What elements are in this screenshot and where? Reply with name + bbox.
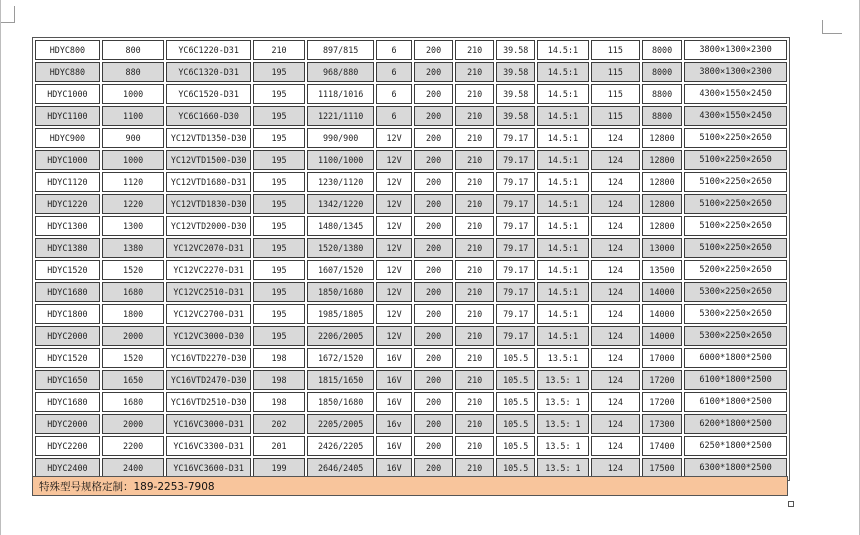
table-cell[interactable]: 210 [455,392,494,412]
table-cell[interactable]: 5100×2250×2650 [684,216,787,236]
table-cell[interactable]: 1100/1000 [307,150,374,170]
table-cell[interactable]: YC6C1220-D31 [166,40,250,60]
table-cell[interactable]: 124 [591,172,640,192]
table-cell[interactable]: 200 [414,172,453,192]
table-cell[interactable]: 14.5:1 [537,216,588,236]
table-cell[interactable]: YC16VC3300-D31 [166,436,250,456]
table-cell[interactable]: 17500 [642,458,682,478]
table-cell[interactable]: 14.5:1 [537,304,588,324]
table-cell[interactable]: 14000 [642,304,682,324]
table-row [35,84,787,104]
table-cell[interactable]: 124 [591,260,640,280]
table-cell[interactable]: 39.58 [496,84,535,104]
table-cell[interactable]: 900 [102,128,165,148]
table-cell[interactable]: 5100×2250×2650 [684,150,787,170]
table-cell[interactable]: HDYC1300 [35,216,100,236]
table-cell[interactable]: 200 [414,150,453,170]
table-cell[interactable]: 12800 [642,150,682,170]
table-cell[interactable]: 16v [376,414,412,434]
table-cell[interactable]: 6100*1800*2500 [684,370,787,390]
table-cell[interactable]: 210 [455,84,494,104]
table-cell[interactable]: 1680 [102,392,165,412]
table-cell[interactable]: YC16VTD2270-D30 [166,348,250,368]
table-cell[interactable]: 1300 [102,216,165,236]
table-cell[interactable]: 200 [414,304,453,324]
table-cell[interactable]: 16V [376,458,412,478]
custom-order-note: 特殊型号规格定制：189-2253-7908 [32,476,788,496]
table-cell[interactable]: 14.5:1 [537,172,588,192]
table-cell[interactable]: 12V [376,172,412,192]
table-cell[interactable]: 17200 [642,370,682,390]
table-cell[interactable]: 79.17 [496,282,535,302]
table-row [35,348,787,368]
table-cell[interactable]: 195 [253,128,305,148]
table-row [35,392,787,412]
table-cell[interactable]: 124 [591,238,640,258]
table-cell[interactable]: HDYC1520 [35,348,100,368]
table-cell[interactable]: 195 [253,84,305,104]
table-cell[interactable]: 2400 [102,458,165,478]
table-cell[interactable]: HDYC1380 [35,238,100,258]
table-cell[interactable]: 124 [591,150,640,170]
table-cell[interactable]: 39.58 [496,106,535,126]
table-cell[interactable]: 200 [414,128,453,148]
table-cell[interactable]: 79.17 [496,260,535,280]
table-row [35,370,787,390]
table-cell[interactable]: 1221/1110 [307,106,374,126]
table-cell[interactable]: HDYC2400 [35,458,100,478]
table-cell[interactable]: 210 [455,458,494,478]
table-cell[interactable]: 1380 [102,238,165,258]
table-cell[interactable]: 79.17 [496,304,535,324]
table-cell[interactable]: 124 [591,414,640,434]
table-cell[interactable]: 897/815 [307,40,374,60]
table-cell[interactable]: HDYC880 [35,62,100,82]
table-cell[interactable]: 200 [414,216,453,236]
table-cell[interactable]: 12V [376,194,412,214]
table-cell[interactable]: 14000 [642,326,682,346]
table-cell[interactable]: YC12VTD1350-D30 [166,128,250,148]
table-row [35,194,787,214]
table-cell[interactable]: 195 [253,150,305,170]
table-cell[interactable]: 14.5:1 [537,194,588,214]
table-row [35,106,787,126]
table-cell[interactable]: 1520 [102,260,165,280]
table-cell[interactable]: HDYC1120 [35,172,100,192]
table-cell[interactable]: 200 [414,348,453,368]
table-cell[interactable]: 14.5:1 [537,260,588,280]
table-cell[interactable]: 1850/1680 [307,282,374,302]
table-cell[interactable]: 200 [414,194,453,214]
table-cell[interactable]: YC16VTD2510-D30 [166,392,250,412]
table-cell[interactable]: 195 [253,106,305,126]
table-cell[interactable]: 1230/1120 [307,172,374,192]
table-cell[interactable]: 12V [376,150,412,170]
table-cell[interactable]: 195 [253,326,305,346]
table-cell[interactable]: YC6C1520-D31 [166,84,250,104]
table-cell[interactable]: 1000 [102,84,165,104]
table-cell[interactable]: 2000 [102,326,165,346]
table-cell[interactable]: 198 [253,370,305,390]
table-cell[interactable]: HDYC1680 [35,392,100,412]
table-cell[interactable]: 1672/1520 [307,348,374,368]
table-cell[interactable]: 16V [376,370,412,390]
table-cell[interactable]: 79.17 [496,172,535,192]
table-row [35,216,787,236]
table-cell[interactable]: 79.17 [496,150,535,170]
table-cell[interactable]: 124 [591,326,640,346]
table-cell[interactable]: 14.5:1 [537,40,588,60]
table-row [35,326,787,346]
table-cell[interactable]: 210 [455,194,494,214]
table-row [35,414,787,434]
table-cell[interactable]: HDYC1650 [35,370,100,390]
table-cell[interactable]: 1220 [102,194,165,214]
table-cell[interactable]: 16V [376,436,412,456]
table-cell[interactable]: 1000 [102,150,165,170]
table-row [35,172,787,192]
table-cell[interactable]: 210 [455,436,494,456]
table-cell[interactable]: 195 [253,172,305,192]
table-cell[interactable]: 1520/1380 [307,238,374,258]
table-cell[interactable]: 124 [591,194,640,214]
table-cell[interactable]: 200 [414,392,453,412]
table-cell[interactable]: 8000 [642,40,682,60]
table-row [35,260,787,280]
table-cell[interactable]: 124 [591,436,640,456]
table-cell[interactable]: 13500 [642,260,682,280]
table-cell[interactable]: 12800 [642,194,682,214]
table-cell[interactable]: 124 [591,282,640,302]
table-cell[interactable]: 79.17 [496,128,535,148]
table-cell[interactable]: 2205/2005 [307,414,374,434]
table-cell[interactable]: YC12VTD2000-D30 [166,216,250,236]
table-cell[interactable]: 13.5:1 [537,348,588,368]
table-cell[interactable]: 200 [414,238,453,258]
table-cell[interactable]: YC12VTD1680-D31 [166,172,250,192]
table-cell[interactable]: 6250*1800*2500 [684,436,787,456]
crop-mark-top-left-v [14,6,15,23]
table-cell[interactable]: HDYC1520 [35,260,100,280]
table-cell[interactable]: 8800 [642,84,682,104]
table-cell[interactable]: 210 [455,370,494,390]
table-cell[interactable]: 13.5: 1 [537,370,588,390]
table-cell[interactable]: 210 [455,304,494,324]
table-cell[interactable]: 14.5:1 [537,84,588,104]
table-cell[interactable]: 200 [414,370,453,390]
table-cell[interactable]: 13.5: 1 [537,436,588,456]
table-cell[interactable]: 6 [376,62,412,82]
table-cell[interactable]: 105.5 [496,348,535,368]
table-cell[interactable]: 13000 [642,238,682,258]
table-cell[interactable]: 16V [376,392,412,412]
table-cell[interactable]: 1342/1220 [307,194,374,214]
table-cell[interactable]: HDYC1220 [35,194,100,214]
table-cell[interactable]: 210 [455,326,494,346]
table-cell[interactable]: 6200*1800*2500 [684,414,787,434]
table-cell[interactable]: 14.5:1 [537,128,588,148]
table-cell[interactable]: 13.5: 1 [537,392,588,412]
table-cell[interactable]: 210 [455,216,494,236]
table-cell[interactable]: 14.5:1 [537,150,588,170]
table-cell[interactable]: 198 [253,392,305,412]
table-cell[interactable]: YC6C1660-D30 [166,106,250,126]
table-cell[interactable]: 200 [414,414,453,434]
table-cell[interactable]: 199 [253,458,305,478]
table-cell[interactable]: 105.5 [496,392,535,412]
table-cell[interactable]: 124 [591,370,640,390]
table-cell[interactable]: 124 [591,348,640,368]
table-cell[interactable]: 4300×1550×2450 [684,84,787,104]
table-cell[interactable]: 1850/1680 [307,392,374,412]
table-cell[interactable]: 200 [414,458,453,478]
table-cell[interactable]: 200 [414,436,453,456]
table-cell[interactable]: 198 [253,348,305,368]
table-cell[interactable]: 16V [376,348,412,368]
table-row [35,150,787,170]
table-cell[interactable]: 6 [376,84,412,104]
table-cell[interactable]: 5300×2250×2650 [684,304,787,324]
table-cell[interactable]: HDYC2000 [35,414,100,434]
table-cell[interactable]: 12V [376,216,412,236]
table-cell[interactable]: 124 [591,392,640,412]
table-cell[interactable]: 200 [414,106,453,126]
table-cell[interactable]: 210 [455,106,494,126]
table-cell[interactable]: 79.17 [496,216,535,236]
table-cell[interactable]: YC12VC2700-D31 [166,304,250,324]
table-cell[interactable]: 195 [253,194,305,214]
table-cell[interactable]: 12V [376,282,412,302]
table-cell[interactable]: 12800 [642,128,682,148]
table-cell[interactable]: 8800 [642,106,682,126]
table-cell[interactable]: YC12VTD1830-D30 [166,194,250,214]
table-cell[interactable]: 2206/2005 [307,326,374,346]
table-cell[interactable]: 115 [591,62,640,82]
table-cell[interactable]: 105.5 [496,458,535,478]
table-cell[interactable]: 210 [455,260,494,280]
table-cell[interactable]: 210 [455,414,494,434]
table-cell[interactable]: 200 [414,40,453,60]
table-cell[interactable]: HDYC1800 [35,304,100,324]
table-cell[interactable]: YC16VC3000-D31 [166,414,250,434]
table-cell[interactable]: 1680 [102,282,165,302]
table-body [35,40,787,478]
table-cell[interactable]: 990/900 [307,128,374,148]
table-cell[interactable]: 201 [253,436,305,456]
table-cell[interactable]: 17000 [642,348,682,368]
table-cell[interactable]: YC12VC3000-D30 [166,326,250,346]
table-cell[interactable]: 210 [455,172,494,192]
table-cell[interactable]: HDYC1680 [35,282,100,302]
table-cell[interactable]: 1815/1650 [307,370,374,390]
table-cell[interactable]: 6300*1800*2500 [684,458,787,478]
table-cell[interactable]: 39.58 [496,62,535,82]
table-cell[interactable]: 880 [102,62,165,82]
crop-mark-top-right-v [822,20,823,34]
table-cell[interactable]: 14.5:1 [537,62,588,82]
table-cell[interactable]: 6100*1800*2500 [684,392,787,412]
table-cell[interactable]: 195 [253,216,305,236]
table-cell[interactable]: YC16VTD2470-D30 [166,370,250,390]
table-cell[interactable]: 195 [253,304,305,324]
table-cell[interactable]: 5200×2250×2650 [684,260,787,280]
table-cell[interactable]: YC6C1320-D31 [166,62,250,82]
table-cell[interactable]: 12800 [642,216,682,236]
table-cell[interactable]: HDYC800 [35,40,100,60]
table-cell[interactable]: 2426/2205 [307,436,374,456]
table-cell[interactable]: 210 [455,238,494,258]
table-cell[interactable]: 124 [591,216,640,236]
table-cell[interactable]: HDYC2000 [35,326,100,346]
table-cell[interactable]: 200 [414,282,453,302]
crop-mark-top-right-h [822,33,842,34]
table-cell[interactable]: 968/880 [307,62,374,82]
table-cell[interactable]: 14.5:1 [537,326,588,346]
table-cell[interactable]: 200 [414,260,453,280]
table-cell[interactable]: 210 [455,348,494,368]
table-cell[interactable]: 200 [414,84,453,104]
table-cell[interactable]: HDYC900 [35,128,100,148]
table-cell[interactable]: 124 [591,128,640,148]
table-cell[interactable]: 6 [376,40,412,60]
table-cell[interactable]: 210 [253,40,305,60]
table-cell[interactable]: 12V [376,304,412,324]
table-cell[interactable]: 210 [455,62,494,82]
spec-table [32,37,790,481]
table-cell[interactable]: 195 [253,260,305,280]
table-cell[interactable]: 115 [591,84,640,104]
table-cell[interactable]: 17200 [642,392,682,412]
table-cell[interactable]: 1607/1520 [307,260,374,280]
table-cell[interactable]: 124 [591,458,640,478]
table-cell[interactable]: 12V [376,238,412,258]
table-cell[interactable]: 105.5 [496,436,535,456]
table-cell[interactable]: 79.17 [496,326,535,346]
table-cell[interactable]: 13.5: 1 [537,458,588,478]
table-cell[interactable]: 14.5:1 [537,106,588,126]
table-cell[interactable]: HDYC1100 [35,106,100,126]
table-cell[interactable]: 1650 [102,370,165,390]
table-cell[interactable]: 210 [455,128,494,148]
table-resize-handle[interactable] [788,501,794,507]
table-cell[interactable]: 13.5: 1 [537,414,588,434]
table-cell[interactable]: 14000 [642,282,682,302]
table-cell[interactable]: 12V [376,128,412,148]
table-cell[interactable]: 4300×1550×2450 [684,106,787,126]
table-cell[interactable]: 17400 [642,436,682,456]
table-row [35,304,787,324]
table-cell[interactable]: 5100×2250×2650 [684,194,787,214]
table-cell[interactable]: 8000 [642,62,682,82]
table-cell[interactable]: 2646/2405 [307,458,374,478]
table-cell[interactable]: 5300×2250×2650 [684,326,787,346]
crop-mark-top-left-h [0,22,14,23]
table-cell[interactable]: 124 [591,304,640,324]
table-cell[interactable]: HDYC2200 [35,436,100,456]
table-cell[interactable]: 14.5:1 [537,282,588,302]
table-cell[interactable]: 39.58 [496,40,535,60]
table-cell[interactable]: 1480/1345 [307,216,374,236]
table-cell[interactable]: 5300×2250×2650 [684,282,787,302]
table-cell[interactable]: 6 [376,106,412,126]
table-cell[interactable]: 1985/1805 [307,304,374,324]
table-cell[interactable]: 1800 [102,304,165,324]
table-row [35,282,787,302]
table-row [35,62,787,82]
table-cell[interactable]: YC12VC2270-D31 [166,260,250,280]
table-cell[interactable]: 3800×1300×2300 [684,40,787,60]
table-cell[interactable]: YC16VC3600-D31 [166,458,250,478]
table-row [35,458,787,478]
table-cell[interactable]: 115 [591,106,640,126]
table-cell[interactable]: 105.5 [496,370,535,390]
table-cell[interactable]: 200 [414,62,453,82]
table-cell[interactable]: 5100×2250×2650 [684,172,787,192]
table-cell[interactable]: 2200 [102,436,165,456]
table-cell[interactable]: 1100 [102,106,165,126]
table-cell[interactable]: 210 [455,282,494,302]
table-cell[interactable]: 210 [455,150,494,170]
table-cell[interactable]: 2000 [102,414,165,434]
table-cell[interactable]: 1118/1016 [307,84,374,104]
table-cell[interactable]: YC12VTD1500-D30 [166,150,250,170]
table-cell[interactable]: 14.5:1 [537,238,588,258]
table-cell[interactable]: 115 [591,40,640,60]
table-cell[interactable]: YC12VC2510-D31 [166,282,250,302]
table-cell[interactable]: 79.17 [496,194,535,214]
table-row [35,128,787,148]
table-cell[interactable]: 200 [414,326,453,346]
table-row [35,238,787,258]
table-cell[interactable]: 3800×1300×2300 [684,62,787,82]
table-cell[interactable]: 12V [376,326,412,346]
table-cell[interactable]: 195 [253,62,305,82]
table-cell[interactable]: 195 [253,238,305,258]
table-cell[interactable]: 12800 [642,172,682,192]
table-cell[interactable]: 5100×2250×2650 [684,238,787,258]
page-left-edge [0,0,1,535]
table-cell[interactable]: 1520 [102,348,165,368]
table-cell[interactable]: 12V [376,260,412,280]
table-cell[interactable]: 17300 [642,414,682,434]
table-cell[interactable]: HDYC1000 [35,150,100,170]
table-cell[interactable]: 202 [253,414,305,434]
table-cell[interactable]: 1120 [102,172,165,192]
table-cell[interactable]: 210 [455,40,494,60]
table-cell[interactable]: HDYC1000 [35,84,100,104]
table-row [35,40,787,60]
table-cell[interactable]: 6000*1800*2500 [684,348,787,368]
table-cell[interactable]: YC12VC2070-D31 [166,238,250,258]
table-cell[interactable]: 79.17 [496,238,535,258]
table-cell[interactable]: 5100×2250×2650 [684,128,787,148]
table-cell[interactable]: 800 [102,40,165,60]
table-cell[interactable]: 195 [253,282,305,302]
table-cell[interactable]: 105.5 [496,414,535,434]
table-row [35,436,787,456]
